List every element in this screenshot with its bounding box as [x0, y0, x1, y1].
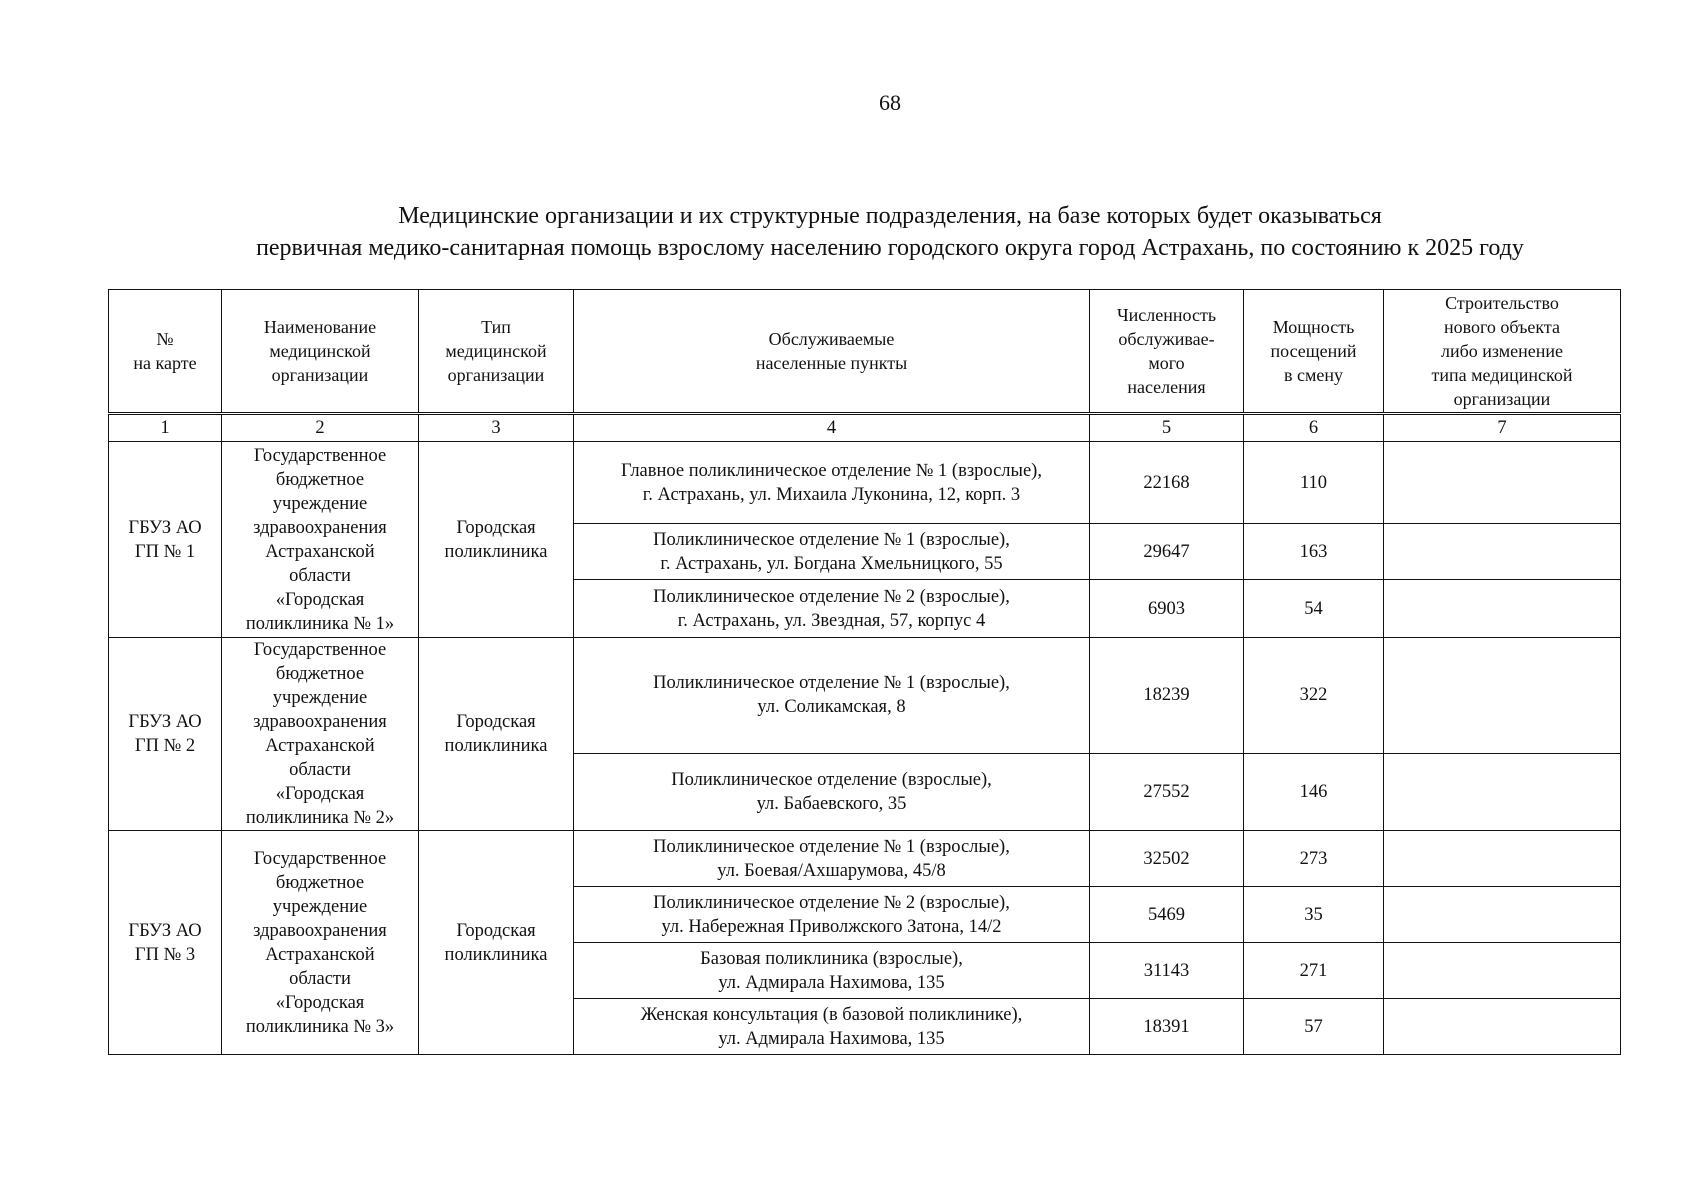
served-location-cell [574, 831, 1090, 887]
organization-name-cell [222, 442, 419, 638]
column-header-2-line: медицинской [269, 341, 371, 361]
capacity-cell: 273 [1244, 831, 1384, 887]
organization-name-cell-line: здравоохранения [253, 920, 387, 941]
served-location-cell-line: Поликлиническое отделение № 2 (взрослые), [653, 586, 1010, 607]
organization-name-cell-line: здравоохранения [253, 517, 387, 538]
served-location-cell-line: ул. Бабаевского, 35 [756, 793, 907, 814]
served-location-cell [574, 442, 1090, 524]
served-location-cell [574, 524, 1090, 580]
organization-name-cell-line: Государственное [253, 445, 387, 466]
organization-name-cell-line: Астраханской [265, 541, 375, 562]
column-header-1 [109, 290, 222, 414]
construction-cell [1384, 753, 1621, 830]
column-header-6 [1244, 290, 1384, 414]
column-number-cell: 2 [222, 414, 419, 442]
column-header-5-line: обслуживае- [1118, 329, 1215, 349]
organization-type-cell [419, 638, 574, 831]
organization-type-cell [419, 831, 574, 1055]
population-cell: 6903 [1090, 580, 1244, 638]
map-number-cell-line: ГП № 3 [134, 944, 196, 965]
organization-name-cell-line: Государственное [253, 848, 387, 869]
organization-name-cell [222, 638, 419, 831]
served-location-cell [574, 999, 1090, 1055]
column-header-1-line: на карте [133, 353, 197, 373]
served-location-cell-line: ул. Набережная Приволжского Затона, 14/2 [661, 916, 1002, 937]
organization-name-cell-line: здравоохранения [253, 712, 387, 732]
served-location-cell [574, 887, 1090, 943]
organization-type-cell-line: поликлиника [444, 944, 548, 965]
construction-cell [1384, 943, 1621, 999]
organization-name-cell-line: Астраханской [265, 736, 375, 756]
column-header-7-line: типа медицинской [1431, 365, 1573, 385]
construction-cell [1384, 638, 1621, 754]
construction-cell [1384, 831, 1621, 887]
organization-name-cell-line: учреждение [272, 688, 368, 708]
map-number-cell-line: ГБУЗ АО [128, 712, 202, 732]
column-header-7-line: Строительство [1445, 293, 1559, 313]
organization-name-cell-line: поликлиника № 2» [245, 808, 395, 828]
organization-name-cell-line: учреждение [272, 493, 368, 514]
organization-name-cell-line: «Городская [275, 589, 365, 610]
column-header-2-line: Наименование [263, 317, 377, 337]
column-header-7-line: либо изменение [1440, 341, 1564, 361]
organization-name-cell-line: поликлиника № 1» [245, 613, 395, 634]
served-location-cell-line: ул. Адмирала Нахимова, 135 [718, 972, 945, 993]
organization-type-cell-line: Городская [456, 517, 536, 538]
medical-organizations-table [108, 289, 1621, 1055]
map-number-cell [109, 442, 222, 638]
organization-name-cell [222, 831, 419, 1055]
organization-name-cell-line: бюджетное [275, 469, 365, 490]
column-header-4-line: населенные пункты [755, 353, 908, 373]
capacity-cell: 54 [1244, 580, 1384, 638]
served-location-cell-line: Поликлиническое отделение № 1 (взрослые), [653, 836, 1010, 857]
table-row [109, 638, 1621, 754]
organization-name-cell-line: «Городская [275, 992, 365, 1013]
column-header-4-line: Обслуживаемые [768, 329, 895, 349]
organization-name-cell-line: области [289, 760, 351, 780]
construction-cell [1384, 887, 1621, 943]
capacity-cell: 146 [1244, 753, 1384, 830]
page-number: 68 [879, 90, 901, 115]
organization-type-cell-line: Городская [456, 920, 536, 941]
column-header-6-line: в смену [1283, 365, 1343, 385]
served-location-cell-line: Базовая поликлиника (взрослые), [700, 948, 963, 969]
column-header-7-line: организации [1453, 389, 1551, 409]
column-header-5 [1090, 290, 1244, 414]
organization-name-cell-line: области [289, 565, 351, 586]
column-header-7 [1384, 290, 1621, 414]
table-row [109, 831, 1621, 887]
column-number-cell: 4 [574, 414, 1090, 442]
column-number-cell: 5 [1090, 414, 1244, 442]
column-header-2 [222, 290, 419, 414]
served-location-cell [574, 943, 1090, 999]
organization-type-cell-line: поликлиника [444, 736, 548, 756]
capacity-cell: 57 [1244, 999, 1384, 1055]
organization-name-cell-line: поликлиника № 3» [245, 1016, 395, 1037]
served-location-cell-line: Поликлиническое отделение (взрослые), [671, 769, 992, 790]
map-number-cell-line: ГБУЗ АО [128, 920, 202, 941]
served-location-cell [574, 753, 1090, 830]
population-cell: 5469 [1090, 887, 1244, 943]
column-header-1-line: № [156, 329, 174, 349]
capacity-cell: 163 [1244, 524, 1384, 580]
column-header-5-line: Численность [1116, 305, 1217, 325]
column-header-6-line: посещений [1270, 341, 1357, 361]
organization-name-cell-line: области [289, 968, 351, 989]
column-number-cell: 6 [1244, 414, 1384, 442]
served-location-cell-line: Женская консультация (в базовой поликлинике), [640, 1004, 1023, 1025]
organization-type-cell-line: поликлиника [444, 541, 548, 562]
header-row [109, 290, 1621, 414]
column-header-5-line: населения [1127, 377, 1206, 397]
served-location-cell-line: ул. Адмирала Нахимова, 135 [718, 1028, 945, 1049]
page-title [120, 200, 1660, 264]
population-cell: 18239 [1090, 638, 1244, 754]
organization-name-cell-line: «Городская [275, 784, 365, 804]
table-row [109, 442, 1621, 524]
table-body [109, 414, 1621, 1055]
map-number-cell [109, 831, 222, 1055]
capacity-cell: 110 [1244, 442, 1384, 524]
title-line-2: первичная медико-санитарная помощь взрослому населению городского округа город Астрахань, по состоянию к 2025 году [256, 235, 1524, 261]
population-cell: 27552 [1090, 753, 1244, 830]
column-header-3 [419, 290, 574, 414]
organization-name-cell-line: учреждение [272, 896, 368, 917]
column-number-cell: 7 [1384, 414, 1621, 442]
column-header-4 [574, 290, 1090, 414]
served-location-cell-line: Поликлиническое отделение № 1 (взрослые), [653, 529, 1010, 550]
population-cell: 29647 [1090, 524, 1244, 580]
served-location-cell-line: ул. Боевая/Ахшарумова, 45/8 [717, 860, 946, 881]
construction-cell [1384, 999, 1621, 1055]
column-number-cell: 1 [109, 414, 222, 442]
column-header-3-line: Тип [481, 317, 511, 337]
capacity-cell: 35 [1244, 887, 1384, 943]
organization-type-cell [419, 442, 574, 638]
column-header-6-line: Мощность [1272, 317, 1355, 337]
served-location-cell [574, 580, 1090, 638]
map-number-cell-line: ГП № 2 [134, 736, 196, 756]
served-location-cell-line: ул. Соликамская, 8 [757, 697, 906, 718]
map-number-cell [109, 638, 222, 831]
construction-cell [1384, 580, 1621, 638]
organization-name-cell-line: Государственное [253, 640, 387, 660]
population-cell: 18391 [1090, 999, 1244, 1055]
served-location-cell [574, 638, 1090, 754]
column-header-3-line: организации [447, 365, 545, 385]
column-header-7-line: нового объекта [1443, 317, 1561, 337]
served-location-cell-line: г. Астрахань, ул. Звездная, 57, корпус 4 [677, 610, 986, 631]
map-number-cell-line: ГБУЗ АО [128, 517, 202, 538]
construction-cell [1384, 524, 1621, 580]
title-line-1: Медицинские организации и их структурные подразделения, на базе которых будет оказываться [398, 203, 1382, 229]
capacity-cell: 322 [1244, 638, 1384, 754]
capacity-cell: 271 [1244, 943, 1384, 999]
population-cell: 32502 [1090, 831, 1244, 887]
served-location-cell-line: Поликлиническое отделение № 1 (взрослые), [653, 673, 1010, 694]
population-cell: 31143 [1090, 943, 1244, 999]
organization-name-cell-line: бюджетное [275, 872, 365, 893]
served-location-cell-line: Главное поликлиническое отделение № 1 (взрослые), [621, 460, 1042, 481]
population-cell: 22168 [1090, 442, 1244, 524]
column-numbers-row [109, 414, 1621, 442]
served-location-cell-line: Поликлиническое отделение № 2 (взрослые), [653, 892, 1010, 913]
organization-name-cell-line: Астраханской [265, 944, 375, 965]
column-header-2-line: организации [271, 365, 369, 385]
organization-type-cell-line: Городская [456, 712, 536, 732]
organization-name-cell-line: бюджетное [275, 664, 365, 684]
served-location-cell-line: г. Астрахань, ул. Богдана Хмельницкого, 55 [660, 553, 1003, 574]
served-location-cell-line: г. Астрахань, ул. Михаила Луконина, 12, корп. 3 [642, 484, 1021, 505]
table-header [109, 290, 1621, 414]
column-number-cell: 3 [419, 414, 574, 442]
column-header-5-line: мого [1148, 353, 1185, 373]
map-number-cell-line: ГП № 1 [134, 541, 196, 562]
construction-cell [1384, 442, 1621, 524]
column-header-3-line: медицинской [445, 341, 547, 361]
